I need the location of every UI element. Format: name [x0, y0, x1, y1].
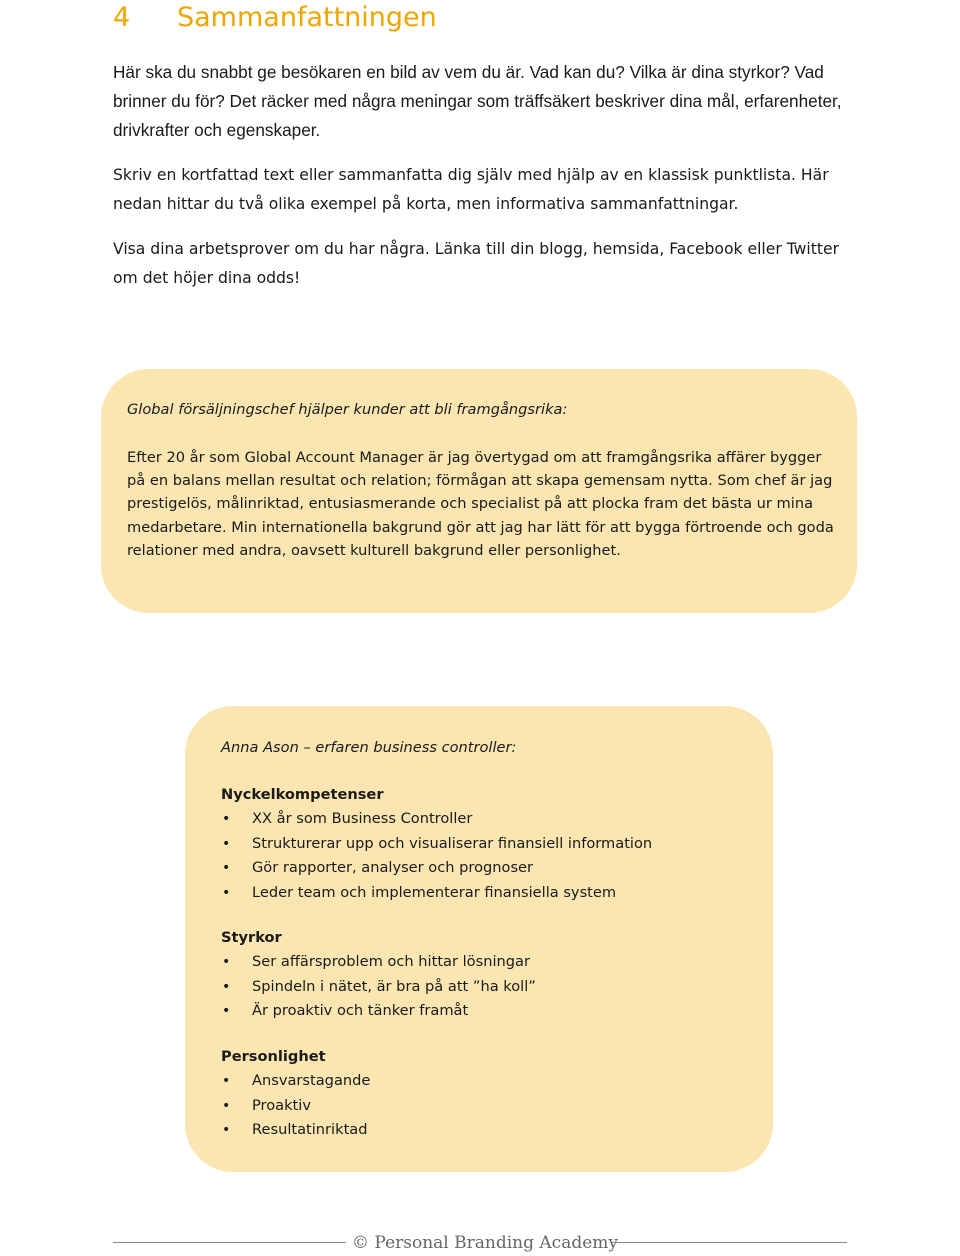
list-item: • Proaktiv: [221, 1094, 761, 1118]
list-item: • Resultatinriktad: [221, 1118, 761, 1142]
section-nyckelkompetenser: [221, 783, 761, 905]
list-item: • Ansvarstagande: [221, 1069, 761, 1093]
example-box-1: [101, 369, 857, 613]
section-number: 4: [113, 2, 131, 33]
bullet-list: [221, 1069, 761, 1142]
section-heading: [113, 0, 437, 36]
example-box-2: [185, 706, 773, 1172]
section-personlighet: [221, 1045, 761, 1143]
list-item: • XX år som Business Controller: [221, 807, 761, 831]
intro-paragraph-2: Skriv en kortfattad text eller sammanfatta dig själv med hjälp av en klassisk punktlista. Här nedan hittar du två olika exempel på korta, men informativa sammanfattningar.: [113, 166, 829, 213]
section-heading-styrkor: Styrkor: [221, 929, 282, 946]
page-footer: [0, 1230, 960, 1256]
list-item: • Gör rapporter, analyser och prognoser: [221, 856, 761, 880]
example-1-title: Global försäljningschef hjälper kunder att bli framgångsrika:: [127, 401, 568, 418]
list-item: • Leder team och implementerar finansiella system: [221, 881, 761, 905]
example-1-body: Efter 20 år som Global Account Manager är jag övertygad om att framgångsrika affärer bygger på en balans mellan resultat och relation; förmågan att skapa gemensam nytta. Som chef är jag prestigelös, målinriktad, entusiasmerande och specialist på att plocka fram det bästa ur mina medarbetare. Min internationella bakgrund gör att jag har lätt för att bygga förtroende och goda relationer med andra, oavsett kulturell bakgrund eller personlighet.: [127, 449, 834, 559]
bullet-list: [221, 807, 761, 905]
footer-rule-right: [612, 1242, 847, 1243]
section-heading-nyckelkompetenser: Nyckelkompetenser: [221, 786, 384, 803]
list-item: • Ser affärsproblem och hittar lösningar: [221, 950, 761, 974]
bullet-list: [221, 950, 761, 1023]
footer-brand: © Personal Branding Academy: [352, 1233, 619, 1253]
section-heading-personlighet: Personlighet: [221, 1048, 326, 1065]
list-item: • Spindeln i nätet, är bra på att ”ha koll”: [221, 975, 761, 999]
footer-rule-left: [113, 1242, 346, 1243]
list-item: • Strukturerar upp och visualiserar finansiell information: [221, 832, 761, 856]
intro-paragraph-3: Visa dina arbetsprover om du har några. Länka till din blogg, hemsida, Facebook eller Twitter om det höjer dina odds!: [113, 240, 839, 287]
list-item: • Är proaktiv och tänker framåt: [221, 999, 761, 1023]
section-styrkor: [221, 926, 761, 1024]
section-title: Sammanfattningen: [177, 2, 437, 33]
intro-text: [113, 58, 863, 309]
example-2-title: Anna Ason – erfaren business controller:: [221, 739, 517, 756]
intro-paragraph-1: Här ska du snabbt ge besökaren en bild av vem du är. Vad kan du? Vilka är dina styrkor? Vad brinner du för? Det räcker med några meningar som träffsäkert beskriver dina mål, erfarenheter, drivkrafter och egenskaper.: [113, 62, 842, 140]
